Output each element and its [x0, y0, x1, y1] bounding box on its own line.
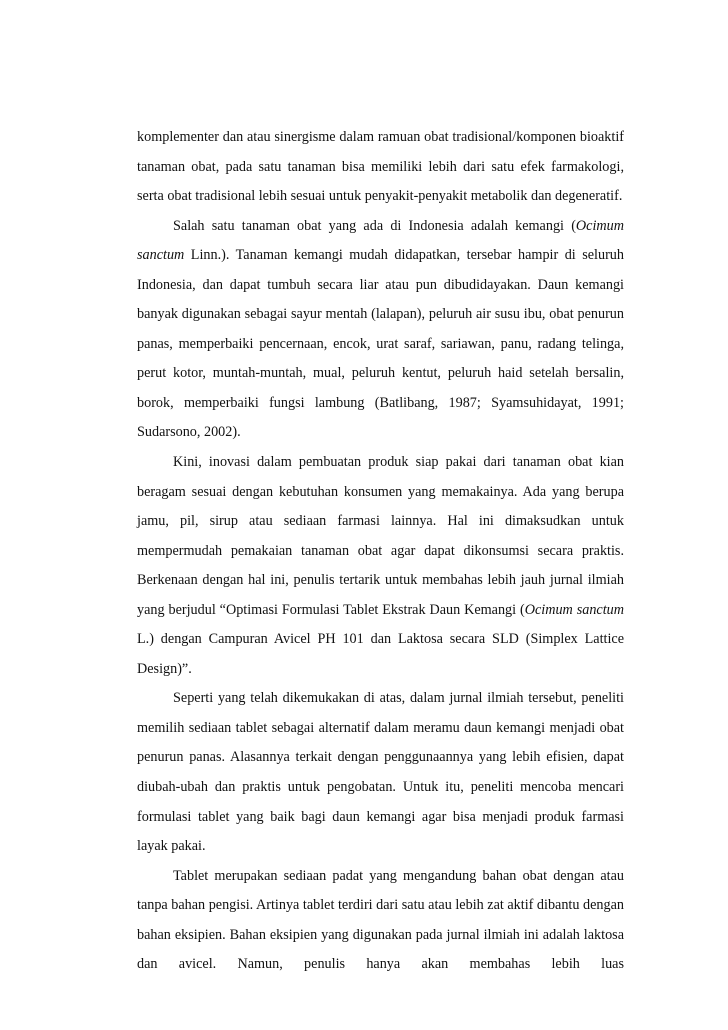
paragraph-1-text: komplementer dan atau sinergisme dalam ramuan obat tradisional/komponen bioaktif tanaman obat, pada satu tanaman bisa memiliki lebih dari satu efek farmakologi, serta obat tradisional lebih sesuai untuk penyakit-penyakit metabolik dan degeneratif. [137, 129, 624, 205]
paragraph-2-species-name: Ocimum sanctum [137, 217, 624, 264]
paragraph-3-text-b: L.) dengan Campuran Avicel PH 101 dan Laktosa secara SLD (Simplex Lattice Design)”. [137, 631, 624, 677]
body-text [137, 123, 624, 980]
paragraph-2 [137, 212, 624, 448]
paragraph-2-text-b: Linn.). Tanaman kemangi mudah didapatkan, tersebar hampir di seluruh Indonesia, dan dapat tumbuh secara liar atau pun dibudidayakan. Daun kemangi banyak digunakan sebagai sayur mentah (lalapan), peluruh air susu ibu, obat penurun panas, memperbaiki pencernaan, encok, urat saraf, sariawan, panu, radang telinga, perut kotor, muntah-muntah, mual, peluruh kentut, peluruh haid setelah bersalin, borok, memperbaiki fungsi lambung (Batlibang, 1987; Syamsuhidayat, 1991; Sudarsono, 2002). [137, 247, 624, 441]
paragraph-3-species-name: Ocimum sanctum [524, 601, 624, 618]
paragraph-1 [137, 123, 624, 212]
paragraph-4-text: Seperti yang telah dikemukakan di atas, dalam jurnal ilmiah tersebut, peneliti memilih sediaan tablet sebagai alternatif dalam meramu daun kemangi menjadi obat penurun panas. Alasannya terkait dengan penggunaannya yang lebih efisien, dapat diubah-ubah dan praktis untuk pengobatan. Untuk itu, peneliti mencoba mencari formulasi tablet yang baik bagi daun kemangi agar bisa menjadi produk farmasi layak pakai. [137, 690, 624, 855]
paragraph-5 [137, 862, 624, 980]
paragraph-2-text-a: Salah satu tanaman obat yang ada di Indonesia adalah kemangi ( [173, 217, 576, 234]
paragraph-3 [137, 448, 624, 684]
paragraph-4 [137, 684, 624, 861]
paragraph-5-text: Tablet merupakan sediaan padat yang mengandung bahan obat dengan atau tanpa bahan pengisi. Artinya tablet terdiri dari satu atau lebih zat aktif dibantu dengan bahan eksipien. Bahan eksipien yang digunakan pada jurnal ilmiah ini adalah laktosa dan avicel. Namun, penulis hanya akan membahas lebih luas [137, 867, 624, 973]
paragraph-3-text-a: Kini, inovasi dalam pembuatan produk siap pakai dari tanaman obat kian beragam sesuai dengan kebutuhan konsumen yang memakainya. Ada yang berupa jamu, pil, sirup atau sediaan farmasi lainnya. Hal ini dimaksudkan untuk mempermudah pemakaian tanaman obat agar dapat dikonsumsi secara praktis. Berkenaan dengan hal ini, penulis tertarik untuk membahas lebih jauh jurnal ilmiah yang berjudul “Optimasi Formulasi Tablet Ekstrak Daun Kemangi ( [137, 454, 624, 618]
